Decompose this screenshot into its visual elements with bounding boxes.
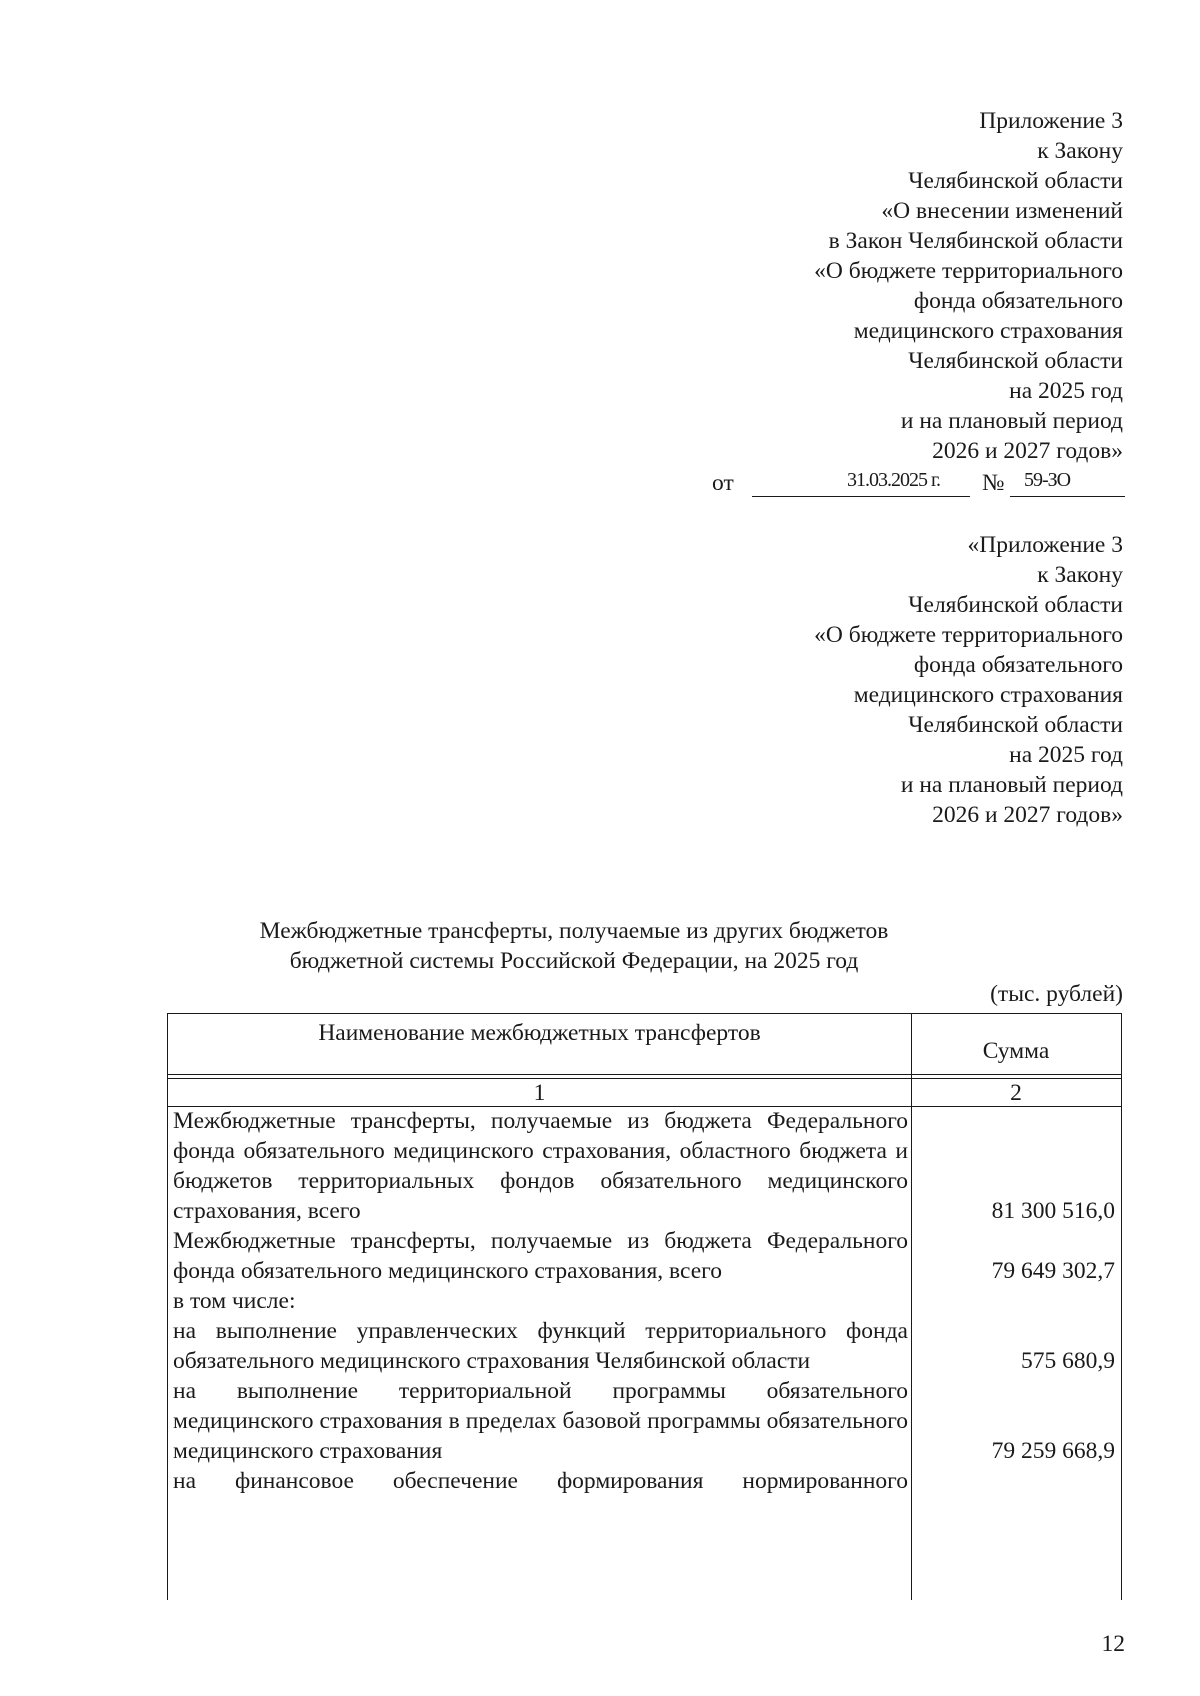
column-header-sum: Сумма — [982, 1038, 1050, 1064]
header-divider-double — [168, 1078, 1121, 1079]
appendix-header — [814, 106, 1123, 466]
quoted-line: Челябинской области — [908, 712, 1123, 738]
header-divider — [168, 1074, 1121, 1075]
page-number: 12 — [1101, 1631, 1125, 1657]
units-label: (тыс. рублей) — [990, 981, 1123, 1007]
document-title — [170, 916, 978, 976]
quoted-line: «Приложение 3 — [967, 532, 1123, 558]
header-line: 2026 и 2027 годов» — [932, 438, 1123, 464]
table-body — [168, 1106, 1121, 1496]
header-line: к Закону — [1037, 138, 1123, 164]
column-number-1: 1 — [533, 1080, 546, 1106]
quoted-line: медицинского страхования — [853, 682, 1123, 708]
header-line: Челябинской области — [908, 168, 1123, 194]
date-number-line — [712, 466, 1123, 500]
header-line: фонда обязательного — [913, 288, 1123, 314]
header-line: в Закон Челябинской области — [828, 228, 1123, 254]
header-line: Челябинской области — [908, 348, 1123, 374]
transfers-table — [167, 1013, 1122, 1600]
table-row — [168, 1286, 1121, 1316]
header-line: «О бюджете территориального — [814, 258, 1123, 284]
row-sum: 575 680,9 — [1021, 1348, 1115, 1374]
row-name: на выполнение управленческих функций территориального фонда обязательного медицинского страхования Челябинской области — [173, 1318, 908, 1374]
quoted-line: Челябинской области — [908, 592, 1123, 618]
header-line: на 2025 год — [1009, 378, 1123, 404]
row-name: Межбюджетные трансферты, получаемые из бюджета Федерального фонда обязательного медицинского страхования, всего — [173, 1228, 908, 1284]
table-row — [168, 1226, 1121, 1286]
header-line: и на плановый период — [900, 408, 1123, 434]
row-sum: 81 300 516,0 — [991, 1198, 1115, 1224]
table-row — [168, 1316, 1121, 1376]
number-value: 59-ЗО — [1024, 469, 1071, 491]
row-name: на финансовое обеспечение формирования нормированного — [173, 1468, 908, 1494]
column-header-name: Наименование межбюджетных трансфертов — [318, 1020, 761, 1046]
table-row — [168, 1376, 1121, 1466]
quoted-line: к Закону — [1037, 562, 1123, 588]
number-field — [1010, 466, 1125, 497]
row-name: на выполнение территориальной программы обязательного медицинского страхования в пределах базовой программы обязательного медицинского страхования — [173, 1378, 908, 1464]
number-sign: № — [982, 470, 1005, 496]
row-sum: 79 259 668,9 — [991, 1438, 1115, 1464]
table-row — [168, 1466, 1121, 1496]
quoted-line: и на плановый период — [900, 772, 1123, 798]
from-label: от — [712, 470, 734, 496]
column-number-2: 2 — [1010, 1080, 1022, 1106]
quoted-line: «О бюджете территориального — [814, 622, 1123, 648]
title-line-2: бюджетной системы Российской Федерации, на 2025 год — [289, 948, 859, 974]
quoted-appendix-header — [814, 530, 1123, 830]
header-line: медицинского страхования — [853, 318, 1123, 344]
quoted-line: на 2025 год — [1009, 742, 1123, 768]
table-row — [168, 1106, 1121, 1226]
title-line-1: Межбюджетные трансферты, получаемые из других бюджетов — [259, 918, 889, 944]
row-sum: 79 649 302,7 — [991, 1258, 1115, 1284]
date-value: 31.03.2025 г. — [847, 469, 940, 491]
quoted-line: 2026 и 2027 годов» — [932, 802, 1123, 828]
header-line: «О внесении изменений — [881, 198, 1123, 224]
row-name: в том числе: — [173, 1288, 296, 1314]
header-line: Приложение 3 — [979, 108, 1123, 134]
date-field — [752, 466, 970, 497]
row-name: Межбюджетные трансферты, получаемые из бюджета Федерального фонда обязательного медицинского страхования, областного бюджета и бюджетов территориальных фондов обязательного медицинского страхования, всего — [173, 1108, 908, 1224]
quoted-line: фонда обязательного — [913, 652, 1123, 678]
